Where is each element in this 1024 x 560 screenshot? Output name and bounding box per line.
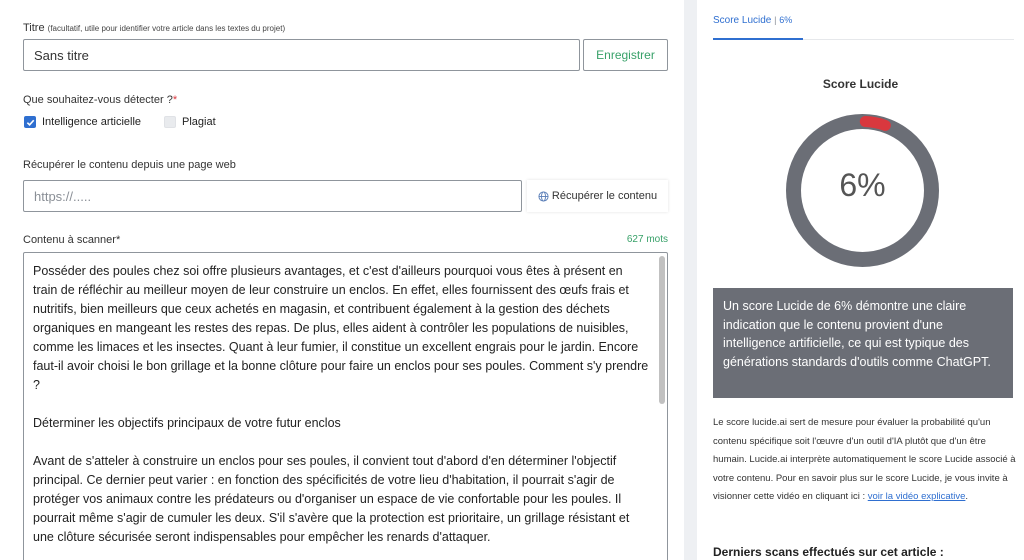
checkbox-plagiarism[interactable]: Plagiat (164, 116, 216, 128)
gauge-value-arc (865, 122, 885, 126)
globe-icon (538, 191, 549, 202)
word-count: 627 mots (626, 234, 668, 245)
score-value: 6% (839, 167, 886, 203)
score-info-text: Le score lucide.ai sert de mesure pour évaluer la probabilité qu'un contenu spécifique soit l'œuvre d'un outil d'IA plutôt que d'un être humain. Lucide.ai interprète automatiquement le score Lucide associé à votre contenu. Pour en savoir plus sur le score Lucide, je vous invite à visionner cette vidéo en cliquant ici : voir la vidéo explicative. (713, 417, 1016, 502)
recent-scans-heading: Derniers scans effectués sur cet article : (713, 545, 944, 559)
save-button[interactable]: Enregistrer (583, 39, 668, 71)
url-input[interactable]: https://..... (23, 180, 522, 212)
scrollbar[interactable] (659, 256, 665, 404)
title-label: Titre (facultatif, utile pour identifier votre article dans les textes du projet) (23, 22, 286, 34)
content-text: Posséder des poules chez soi offre plusieurs avantages, et c'est d'ailleurs pourquoi vous êtes à présent en train de réfléchir au meilleur moyen de leur construire un enclos. En effet, elles fournissent des œufs frais et nutritifs, bien meilleurs que ceux achetés en magasin, et contribuent également à la gestion des déchets organiques en mangeant les restes des repas. De plus, elles aident à contrôler les populations de nuisibles, comme les limaces et les insectes. Quant à leur fumier, il constitue un excellent engrais pour le jardin. Encore faut-il avoir choisi le bon grillage et la bonne clôture pour faire un enclos pour ses poules. Comment s'y prendre ? Déterminer les objectifs principaux de votre futur enclos Avant de s'atteler à construire un enclos pour ses poules, il convient tout d'abord d'en déterminer l'objectif principal. Ce dernier peut varier : en fonction des spécificités de votre lieu d'habitation, il pourrait s'agir de protéger vos animaux contre les prédateurs ou d'organiser un espace de vie confortable pour les poules. Il pourrait même s'agir de cumuler les deux. S'il s'avère que la protection est prioritaire, un grillage résistant et une clôture sécurisée seront indispensables pour empêcher les renards d'attaquer. (33, 264, 649, 544)
content-textarea[interactable] (23, 252, 668, 560)
video-link[interactable]: voir la vidéo explicative (867, 491, 966, 502)
fetch-content-button[interactable]: Récupérer le contenu (527, 180, 668, 212)
detect-label: Que souhaitez-vous détecter ?* (23, 94, 178, 106)
title-input[interactable]: Sans titre (23, 39, 580, 71)
url-label: Récupérer le contenu depuis une page web (23, 159, 236, 171)
checkbox-ai[interactable]: Intelligence articielle (24, 116, 141, 128)
checkbox-checked-icon[interactable] (24, 116, 36, 128)
tab-score-lucide[interactable]: Score Lucide | 6% (713, 15, 793, 26)
content-label: Contenu à scanner* (23, 234, 121, 246)
verdict-box: Un score Lucide de 6% démontre une claire indication que le contenu provient d'une intelligence artificielle, ce qui est typique des générations standards d'outils comme ChatGPT. (713, 288, 1013, 398)
score-title: Score Lucide (822, 77, 899, 91)
active-tab-indicator (713, 38, 803, 40)
checkbox-unchecked-icon[interactable] (164, 116, 176, 128)
